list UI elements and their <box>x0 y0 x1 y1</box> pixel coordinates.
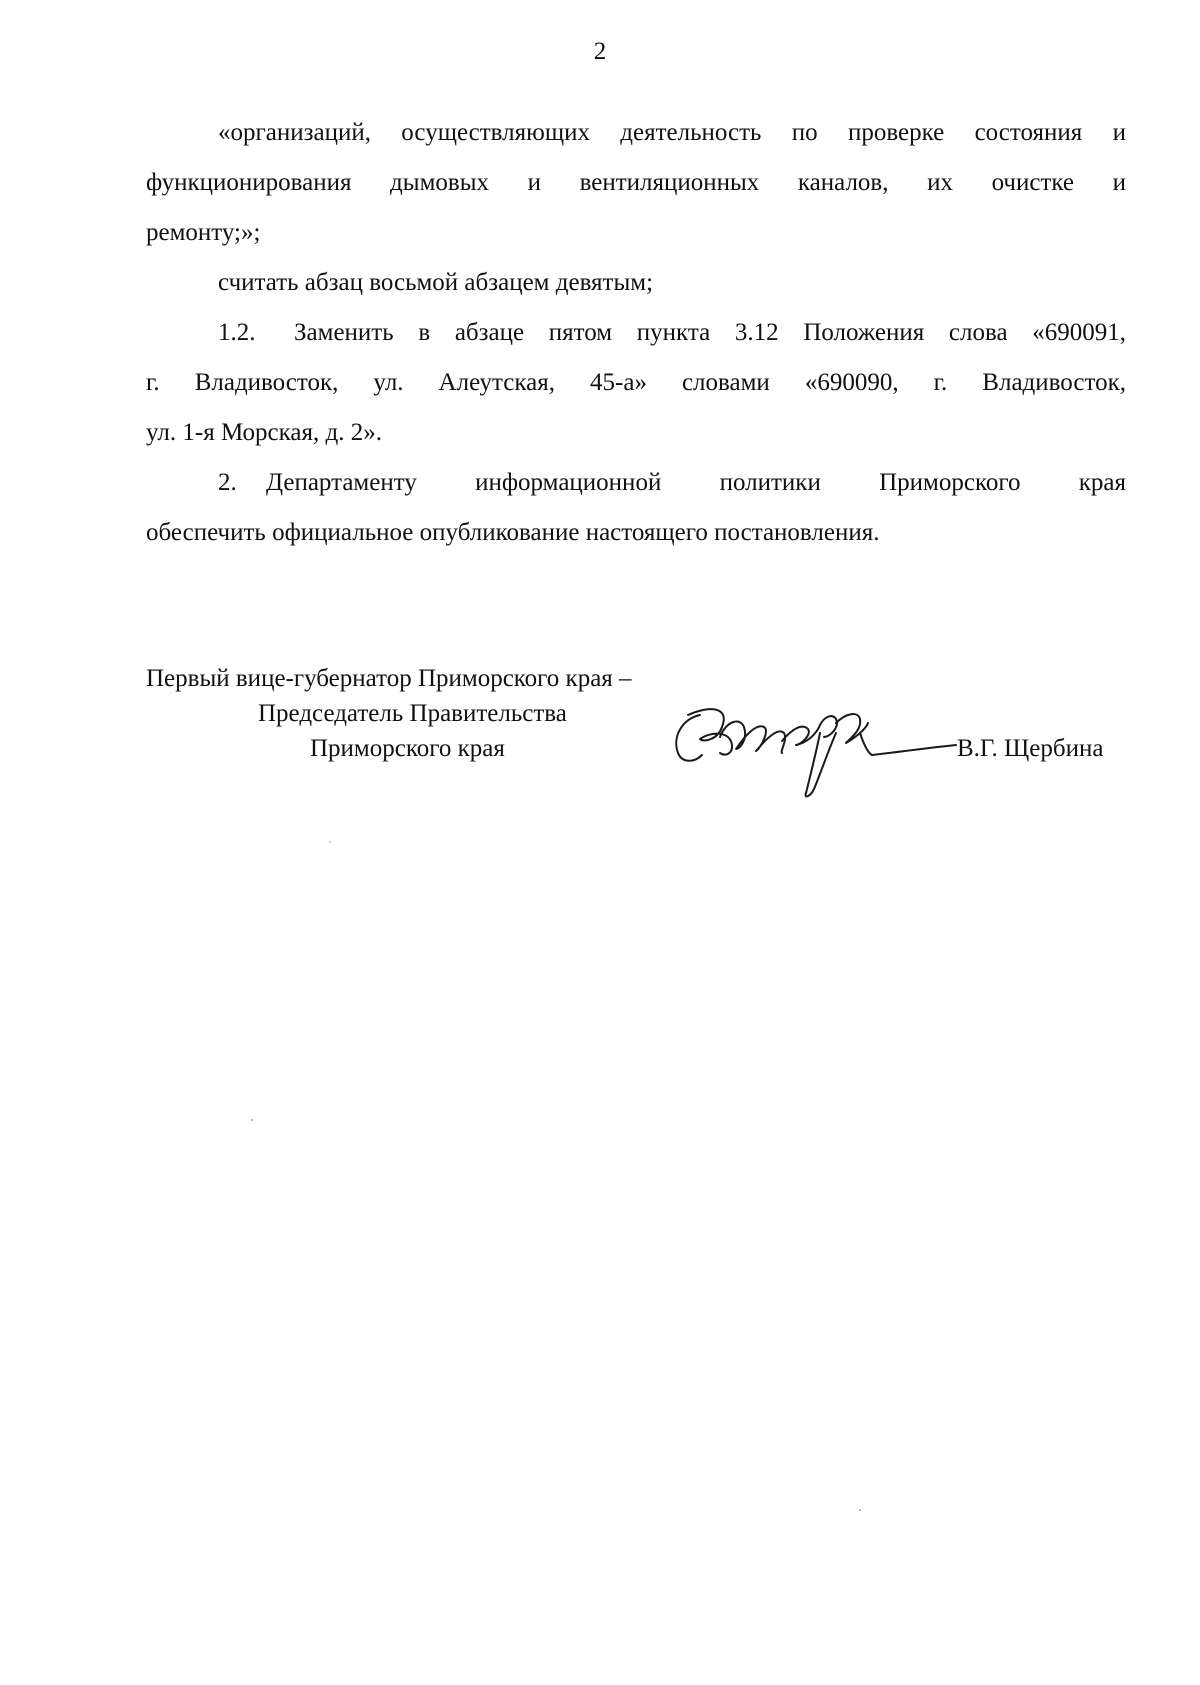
paragraph-1-line-3: ремонту;»; <box>146 219 261 246</box>
handwritten-signature <box>660 693 960 803</box>
signature-stroke <box>720 722 785 753</box>
speck <box>329 841 331 843</box>
page-number: 2 <box>593 38 607 65</box>
paragraph-3-line-1-text: Заменить в абзаце пятом пункта 3.12 Положения слова «690091, <box>294 319 1126 346</box>
signature-stroke <box>806 733 836 796</box>
speck <box>251 1119 253 1121</box>
signature-stroke <box>782 716 837 745</box>
signature-block <box>0 665 1200 805</box>
signatory-title-line-3: Приморского края <box>310 735 505 762</box>
paragraph-4-line-1 <box>146 458 1126 508</box>
paragraph-1-line-1: «организаций, осуществляющих деятельность по проверке состояния и <box>218 119 1126 146</box>
paragraph-2: считать абзац восьмой абзацем девятым; <box>218 269 654 296</box>
paragraph-3-line-1 <box>146 308 1126 358</box>
signature-stroke <box>676 715 702 761</box>
signatory-name: В.Г. Щербина <box>957 735 1104 762</box>
signature-stroke <box>836 714 872 755</box>
paragraph-3-line-3: ул. 1-я Морская, д. 2». <box>146 419 382 446</box>
signatory-title-line-1: Первый вице-губернатор Приморского края – <box>146 665 632 692</box>
paragraph-1-line-2: функционирования дымовых и вентиляционных каналов, их очистке и <box>146 169 1126 196</box>
paragraph-4-line-2: обеспечить официальное опубликование настоящего постановления. <box>146 519 880 546</box>
signature-stroke <box>872 745 956 755</box>
paragraph-3-line-2: г. Владивосток, ул. Алеутская, 45-а» словами «690090, г. Владивосток, <box>146 369 1126 396</box>
item-number-1-2: 1.2. <box>218 319 256 346</box>
signatory-title-line-2: Председатель Правительства <box>258 700 567 727</box>
document-body <box>146 108 1126 558</box>
item-number-2: 2. <box>218 469 237 496</box>
paragraph-4-line-1-text: Департаменту информационной политики Приморского края <box>266 469 1126 496</box>
speck <box>859 1509 861 1511</box>
